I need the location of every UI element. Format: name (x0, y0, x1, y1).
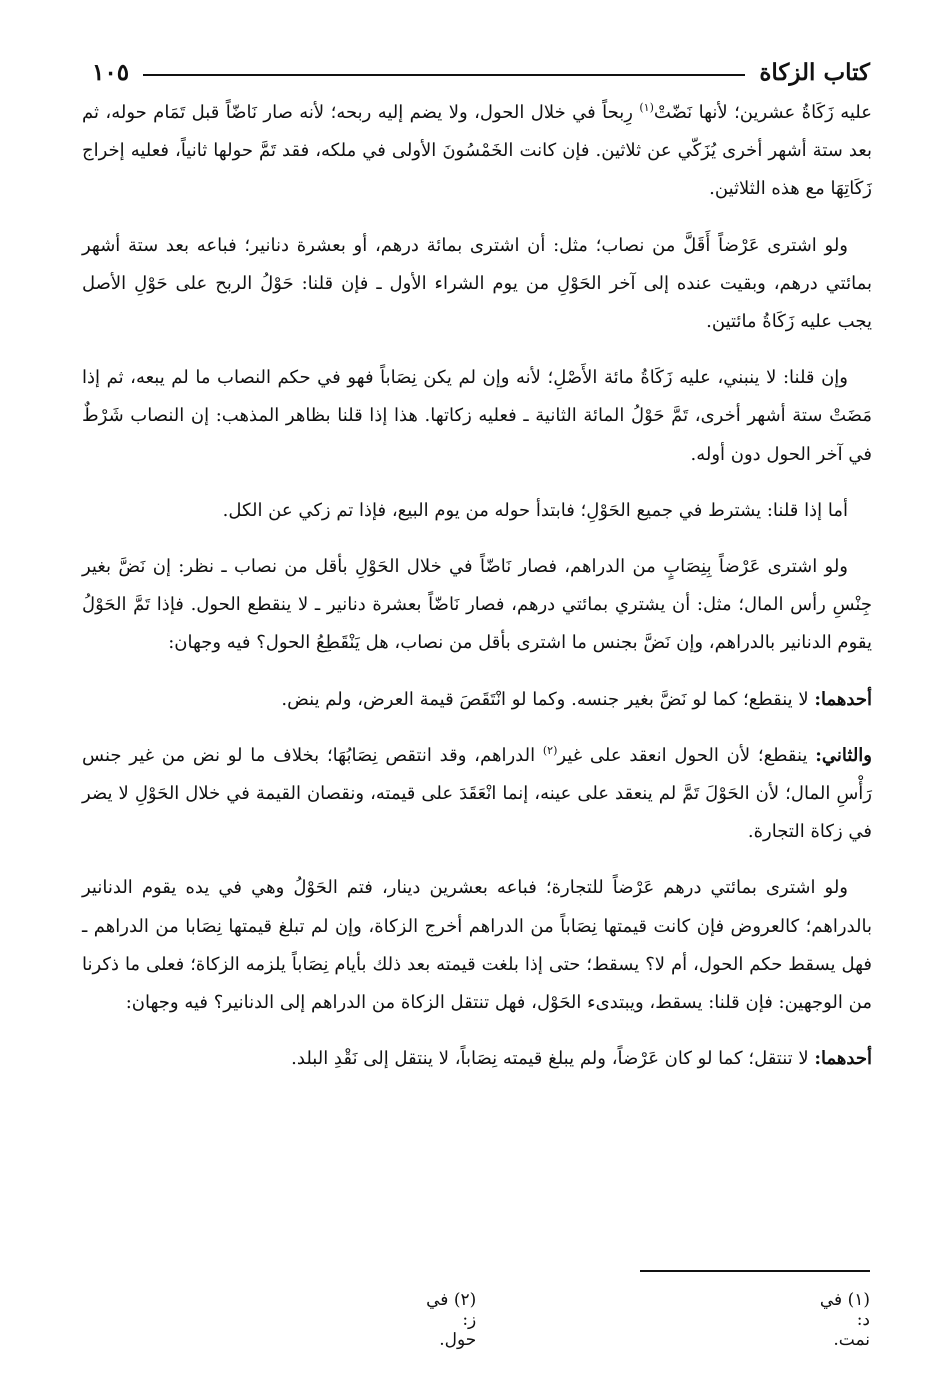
paragraph (82, 869, 872, 1022)
paragraph (82, 359, 872, 474)
paragraph (82, 548, 872, 663)
page-number: ١٠٥ (92, 58, 130, 86)
paragraph-text: أما إذا قلنا: يشترط في جميع الحَوْلِ؛ فابتدأ حوله من يوم البيع، فإذا تم زكي عن الكل. (222, 499, 848, 521)
paragraph-text: لا ينقطع؛ كما لو نَضَّ بغير جنسه. وكما لو انْتَقَصَ قيمة العرض، ولم ينض. (281, 688, 815, 710)
paragraph (82, 681, 872, 719)
paragraph-text: ولو اشترى عَرْضاً أَقَلَّ من نصاب؛ مثل: أن اشترى بمائة درهم، أو بعشرة دنانير؛ فباعه بعد ستة أشهر بمائتي درهم، وبقيت عنده إلى آخر الحَوْلِ من يوم الشراء الأول ـ فإن قلنا: حَوْلُ الربح على حَوْلِ الأصل يجب عليه زَكَاةُ مائتين. (82, 234, 872, 333)
paragraph-text: لا تنتقل؛ كما لو كان عَرْضاً، ولم يبلغ قيمته نِصَاباً، لا ينتقل إلى نَقْدِ البلد. (291, 1048, 815, 1070)
paragraph-text: ولو اشترى عَرْضاً بِنِصَابٍ من الدراهم، فصار نَاضّاً في خلال الحَوْلِ بأقل من نصاب ـ نظر: إن نَضَّ بغير جِنْسِ رأس المال؛ مثل: أن يشتري بمائتي درهم، فصار نَاضّاً بعشرة دنانير ـ لا ينقطع الحول. فإذا تَمَّ الحَوْلُ يقوم الدنانير بالدراهم، وإن نَضَّ بجنس ما اشترى بأقل من نصاب، هل يَنْقَطِعُ الحول؟ فيه وجهان: (82, 556, 872, 654)
paragraph (82, 94, 872, 209)
paragraph-text: ولو اشترى بمائتي درهم عَرْضاً للتجارة؛ فباعه بعشرين دينار، فتم الحَوْلُ وهي في يده يقوم الدنانير بالدراهم؛ كالعروض فإن كانت قيمتها نِصَاباً من الدراهم أخرج الزكاة، وإن لم تبلغ قيمتها نِصَابا من الدراهم ـ فهل يسقط حكم الحول، أم لا؟ يسقط؛ حتى إذا بلغت قيمته بعد ذلك بأيام نِصَاباً يلزمه الزكاة؛ فعلى ما ذكرنا من الوجهين: فإن قلنا: يسقط، ويبتدىء الحَوْل، فهل تنتقل الزكاة من الدراهم إلى الدنانير؟ فيه وجهان: (82, 877, 872, 1014)
paragraph (82, 492, 872, 530)
paragraph-text: وإن قلنا: لا ينبني، عليه زَكَاةُ مائة الأَصْلِ؛ لأنه وإن لم يكن نِصَاباً فهو في حكم النصاب ما لم يبعه، ثم إذا مَضَتْ ستة أشهر أخرى، تَمَّ حَوْلُ المائة الثانية ـ فعليه زكاتها. هذا إذا قلنا بظاهر المذهب: إن النصاب شَرْطٌ في آخر الحول دون أوله. (82, 367, 872, 465)
footnote: (٢) في ز: حول. (426, 1290, 477, 1350)
paragraph-text: ينقطع؛ لأن الحول انعقد على غير (557, 744, 816, 766)
paragraph (82, 227, 872, 342)
paragraph (82, 737, 872, 852)
footnote-marker: (٢) (542, 743, 558, 757)
paragraph-text: الدراهم، وقد انتقص نِصَابُهَا؛ بخلاف ما لو نض من غير جنس رَأْسِ المال؛ لأن الحَوْلَ تَمَّ لم ينعقد على عينه، إنما انْعَقَدَ على قيمته، ونقصان القيمة في خلال الحَوْلِ لا يضر في زكاة التجارة. (82, 744, 872, 843)
book-title: كتاب الزكاة (759, 58, 870, 86)
footnote-separator (640, 1270, 870, 1272)
paragraph-text: عليه زَكَاةُ عشرين؛ لأنها نَضّتْ (653, 102, 873, 123)
running-header (92, 52, 870, 92)
footnote: (١) في د: نمت. (819, 1290, 870, 1350)
paragraph (82, 1040, 872, 1078)
paragraph-lead: والثاني: (815, 744, 873, 766)
paragraph-lead: أحدهما: (814, 688, 872, 710)
paragraph-lead: أحدهما: (814, 1048, 872, 1070)
footnotes (82, 1290, 870, 1350)
header-rule (143, 74, 745, 76)
page-body (82, 94, 872, 1096)
footnote-marker: (١) (639, 101, 654, 114)
paragraph-text: رِبحاً في خلال الحول، ولا يضم إليه ربحه؛ لأنه صار نَاضّاً قبل تَمَام حوله، ثم بعد ستة أشهر أخرى يُزَكّي عن ثلاثين. فإن كانت الخَمْسُونَ الأولى في ملكه، فقد تَمَّ حولها ثانياً، فعليه إخراج زَكَاتِهَا مع هذه الثلاثين. (82, 102, 872, 200)
